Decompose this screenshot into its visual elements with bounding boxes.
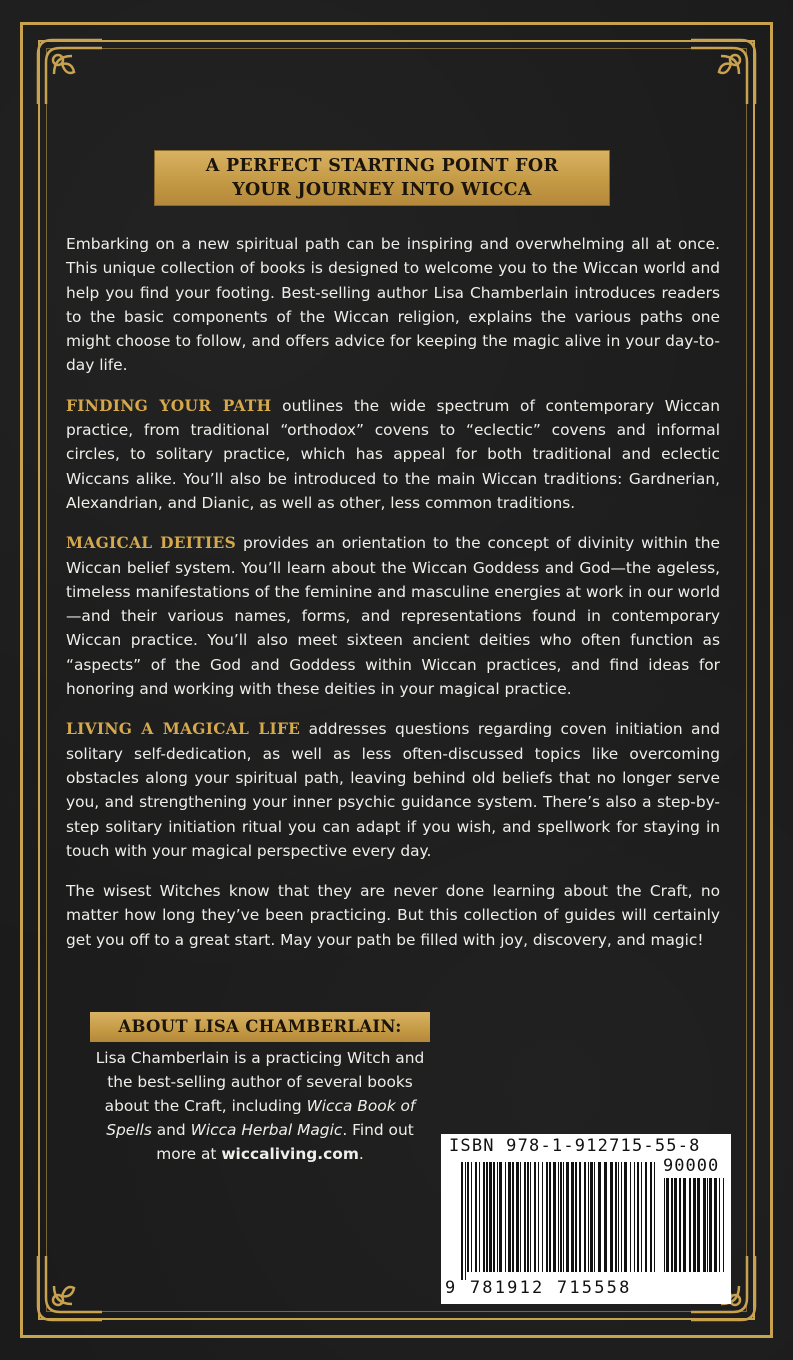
barcode-bar (637, 1162, 639, 1272)
barcode-bar (610, 1162, 613, 1272)
barcode-bar (621, 1162, 622, 1272)
barcode-bar (553, 1162, 556, 1272)
barcode-bar (493, 1162, 495, 1272)
closing-paragraph: The wisest Witches know that they are never done learning about the Craft, no matter how long they’ve been practicing. But this collection of guides will certainly get you off to a great start. May your path be filled with joy, discovery, and magic! (66, 882, 720, 949)
barcode-bar (693, 1178, 696, 1272)
barcode-bar (630, 1162, 631, 1272)
barcode-bar (516, 1162, 519, 1272)
barcode-bar (714, 1178, 717, 1272)
about-text (86, 1046, 434, 1166)
barcode-bar (549, 1162, 551, 1272)
barcode-bar (486, 1162, 488, 1272)
section-text: addresses questions regarding coven initiation and solitary self-dedication, as well as less often-discussed topics like overcoming obstacles along your spiritual path, leaving behind old beliefs that no longer serve you, and strengthening your inner psychic guidance system. There’s also a step-by-step solitary initiation ritual you can adapt if you wish, and spellwork for staying in touch with your magical perspective every day. (66, 720, 720, 860)
section-heading: FINDING YOUR PATH (66, 396, 272, 415)
barcode-bar (497, 1162, 498, 1272)
barcode-bar (604, 1162, 607, 1272)
barcode-bar (588, 1162, 589, 1272)
barcode-bar (465, 1162, 466, 1280)
barcode-bar (584, 1162, 586, 1272)
barcode-bar (512, 1162, 514, 1272)
section-text: provides an orientation to the concept of divinity within the Wiccan belief system. You’ll learn about the Wiccan Goddess and God—the ageless, timeless manifestations of the feminine and masculine energies at work in our world—and their various names, forms, and representations found in contemporary Wiccan practice. You’ll also meet sixteen ancient deities who often function as “aspects” of the God and Goddess within Wiccan practices, and find ideas for honoring and working with these deities in your magical practice. (66, 534, 720, 699)
barcode-bar (546, 1162, 548, 1272)
addon-bars (664, 1178, 724, 1280)
barcode-bar (571, 1162, 574, 1272)
isbn-barcode (441, 1134, 731, 1304)
barcode-bar (618, 1162, 619, 1272)
section-paragraph (66, 717, 720, 863)
website-link: wiccaliving.com (221, 1145, 359, 1163)
barcode-bar (534, 1162, 536, 1272)
book-title: Wicca Book of Spells (106, 1097, 416, 1139)
barcode-bar (719, 1178, 720, 1272)
about-text-part: . Find out more at (156, 1121, 414, 1163)
section-paragraph (66, 531, 720, 701)
barcode-bar (467, 1162, 469, 1272)
ean-digits: 9 781912 715558 (445, 1278, 632, 1298)
about-text-part: and (151, 1121, 191, 1139)
about-text-part: . (358, 1145, 364, 1163)
intro-paragraph: Embarking on a new spiritual path can be inspiring and overwhelming all at once. This unique collection of books is designed to welcome you to the Wiccan world and help you find your footing. Best-selling author Lisa Chamberlain introduces readers to the basic components of the Wiccan religion, explains the various paths one might choose to follow, and offers advice for keeping the magic alive in your day-to-day life. (66, 235, 720, 375)
barcode-bar (538, 1162, 539, 1272)
barcode-bar (579, 1162, 581, 1272)
book-title: Wicca Herbal Magic (190, 1121, 343, 1139)
barcode-bar (723, 1178, 724, 1272)
corner-ornament-icon (32, 1250, 108, 1326)
barcode-bar (598, 1162, 601, 1272)
barcode-bar (505, 1162, 506, 1272)
barcode-bar (689, 1178, 691, 1272)
barcode-bar (590, 1162, 593, 1272)
barcode-bar (542, 1162, 543, 1272)
barcode-bar (508, 1162, 511, 1272)
barcode-bar (709, 1178, 712, 1272)
barcode-bar (471, 1162, 472, 1272)
barcode-bar (645, 1162, 647, 1272)
barcode-bar (634, 1162, 635, 1272)
section-paragraph (66, 394, 720, 515)
barcode-bar (483, 1162, 485, 1272)
barcode-bar (697, 1178, 700, 1272)
barcode-bar (461, 1162, 463, 1280)
corner-ornament-icon (32, 34, 108, 110)
barcode-bar (479, 1162, 480, 1272)
barcode-bar (575, 1162, 577, 1272)
banner-line-2: YOUR JOURNEY INTO WICCA (232, 180, 532, 200)
barcode-bar (499, 1162, 502, 1272)
barcode-bar (563, 1162, 564, 1272)
section-heading: LIVING A MAGICAL LIFE (66, 720, 301, 739)
title-banner (154, 150, 610, 206)
ean-bars (461, 1162, 657, 1280)
barcode-bar (650, 1162, 652, 1272)
section-heading: MAGICAL DEITIES (66, 534, 237, 553)
barcode-bar (641, 1162, 642, 1272)
section-text: outlines the wide spectrum of contemporary Wiccan practice, from traditional “orthodox” covens to “eclectic” covens and informal circles, to solitary practice, which has appeal for both traditional and eclectic Wiccans alike. You’ll also be introduced to the main Wiccan traditions: Gardnerian, Alexandrian, and Dianic, as well as other, less common traditions. (66, 396, 720, 512)
barcode-bar (594, 1162, 595, 1272)
corner-ornament-icon (685, 34, 761, 110)
barcode-bar (654, 1162, 655, 1272)
barcode-bar (560, 1162, 562, 1272)
price-code: 90000 (663, 1156, 720, 1176)
about-heading: ABOUT LISA CHAMBERLAIN: (90, 1012, 430, 1042)
barcode-bar (527, 1162, 529, 1272)
barcode-bar (671, 1178, 673, 1272)
description-body (66, 232, 720, 968)
barcode-bar (679, 1178, 681, 1272)
barcode-bar (489, 1162, 492, 1272)
isbn-number: ISBN 978-1-912715-55-8 (449, 1136, 701, 1156)
barcode-bar (624, 1162, 627, 1272)
barcode-bar (674, 1178, 677, 1272)
barcode-bar (615, 1162, 617, 1272)
barcode-bar (530, 1162, 531, 1272)
barcode-bar (558, 1162, 559, 1272)
barcode-bar (524, 1162, 526, 1272)
barcode-bar (707, 1178, 708, 1272)
barcode-bar (475, 1162, 477, 1272)
barcode-bar (566, 1162, 569, 1272)
about-text-part: Lisa Chamberlain is a practicing Witch and the best-selling author of several books about the Craft, including (95, 1049, 425, 1115)
banner-line-1: A PERFECT STARTING POINT FOR (205, 156, 559, 176)
barcode-bar (666, 1178, 669, 1272)
barcode-bar (520, 1162, 521, 1272)
barcode-bar (683, 1178, 686, 1272)
barcode-bar (703, 1178, 706, 1272)
barcode-bar (664, 1178, 665, 1272)
